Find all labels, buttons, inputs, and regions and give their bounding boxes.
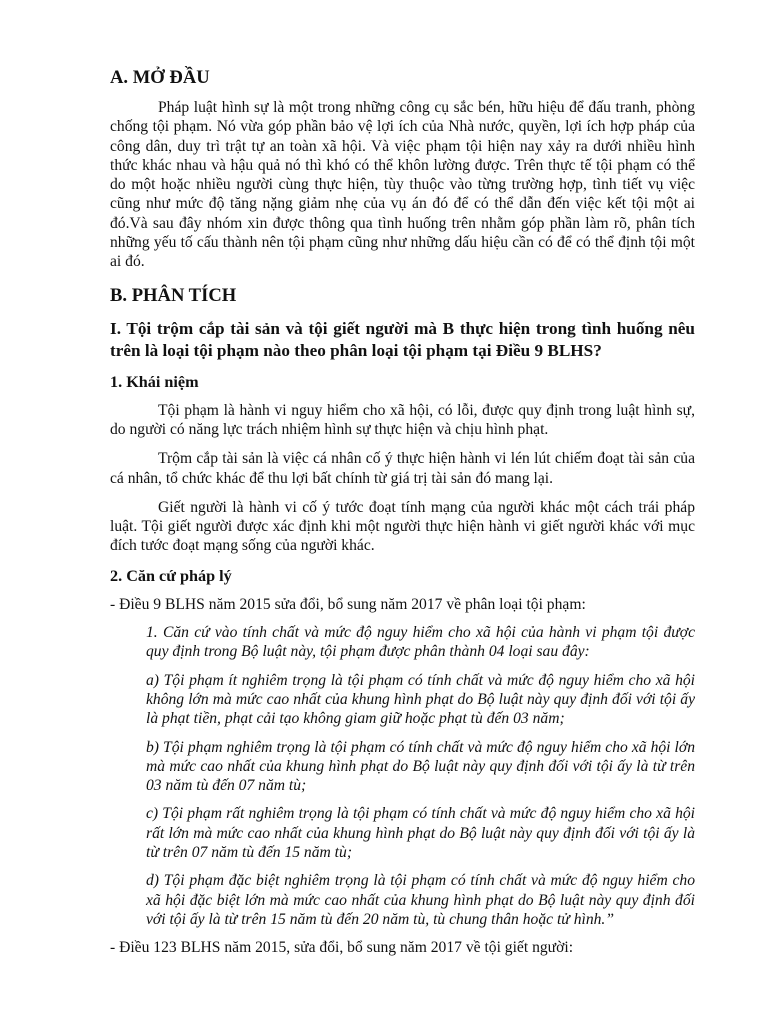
- legal-basis-heading: 2. Căn cứ pháp lý: [110, 566, 232, 585]
- concept-paragraph: Giết người là hành vi cố ý tước đoạt tính mạng của người khác một cách trái pháp luật. Tội giết người được xác định khi một người thực hiện hành vi giết người khác với mục đích tước đoạt mạng sống của người khác.: [110, 498, 695, 555]
- quote-paragraph: 1. Căn cứ vào tính chất và mức độ nguy hiểm cho xã hội của hành vi phạm tội được quy định trong Bộ luật này, tội phạm được phân thành 04 loại sau đây:: [146, 624, 695, 661]
- legal-lead: - Điều 123 BLHS năm 2015, sửa đổi, bổ sung năm 2017 về tội giết người:: [110, 939, 574, 957]
- analysis-heading: B. PHÂN TÍCH: [110, 284, 237, 306]
- quote-paragraph: d) Tội phạm đặc biệt nghiêm trọng là tội phạm có tính chất và mức độ nguy hiểm cho xã hội đặc biệt lớn mà mức cao nhất của khung hình phạt do Bộ luật này quy định đối với tội ấy là từ trên 15 năm tù đến 20 năm tù, tù chung thân hoặc tử hình.”: [146, 872, 695, 928]
- quote-paragraph: c) Tội phạm rất nghiêm trọng là tội phạm có tính chất và mức độ nguy hiểm cho xã hội rất lớn mà mức cao nhất của khung hình phạt do Bộ luật này quy định đối với tội ấy là từ trên 07 năm tù đến 15 năm tù;: [146, 805, 695, 862]
- question-heading: I. Tội trộm cắp tài sản và tội giết người mà B thực hiện trong tình huống nêu trên là loại tội phạm nào theo phân loại tội phạm tại Điều 9 BLHS?: [110, 318, 695, 360]
- quoted-article: [110, 623, 695, 929]
- legal-lead: [0, 595, 695, 614]
- legal-lead-text: - Điều 9 BLHS năm 2015 sửa đổi, bổ sung năm 2017 về phân loại tội phạm:: [110, 595, 586, 613]
- intro-paragraph: Pháp luật hình sự là một trong những công cụ sắc bén, hữu hiệu để đấu tranh, phòng chống tội phạm. Nó vừa góp phần bảo vệ lợi ích của Nhà nước, quyền, lợi ích hợp pháp của công dân, duy trì trật tự an toàn xã hội. Và việc phạm tội hiện nay xảy ra dưới nhiều hình thức khác nhau và hậu quả nó thì khó có thể khôn lường được. Trên thực tế tội phạm có thể do một hoặc nhiều người cùng thực hiện, tùy thuộc vào từng trường hợp, tình tiết vụ việc cũng như mức độ tăng nặng giảm nhẹ của vụ án đó để có thể dẫn đến việc kết tội một ai đó.Và sau đây nhóm xin được thông qua tình huống trên nhằm góp phần làm rõ, phân tích những yếu tố cấu thành nên tội phạm cũng như những dấu hiệu cần có để có thể định tội một ai đó.: [110, 99, 695, 271]
- quote-paragraph: a) Tội phạm ít nghiêm trọng là tội phạm có tính chất và mức độ nguy hiểm cho xã hội không lớn mà mức cao nhất của khung hình phạt do Bộ luật này quy định đối với tội ấy là phạt tiền, phạt cải tạo không giam giữ hoặc phạt tù đến 03 năm;: [146, 671, 695, 728]
- document-page: [110, 66, 695, 958]
- concept-heading: 1. Khái niệm: [110, 372, 199, 391]
- concept-paragraph: Trộm cắp tài sản là việc cá nhân cố ý thực hiện hành vi lén lút chiếm đoạt tài sản của cá nhân, tổ chức khác để thu lợi bất chính từ giá trị tài sản đó mang lại.: [110, 450, 695, 487]
- quote-paragraph: b) Tội phạm nghiêm trọng là tội phạm có tính chất và mức độ nguy hiểm cho xã hội lớn mà mức cao nhất của khung hình phạt do Bộ luật này quy định đối với tội ấy là từ trên 03 năm tù đến 07 năm tù;: [146, 738, 695, 795]
- concept-paragraph: Tội phạm là hành vi nguy hiểm cho xã hội, có lỗi, được quy định trong luật hình sự, do người có năng lực trách nhiệm hình sự thực hiện và chịu hình phạt.: [110, 401, 695, 438]
- intro-heading: A. MỞ ĐẦU: [110, 67, 210, 88]
